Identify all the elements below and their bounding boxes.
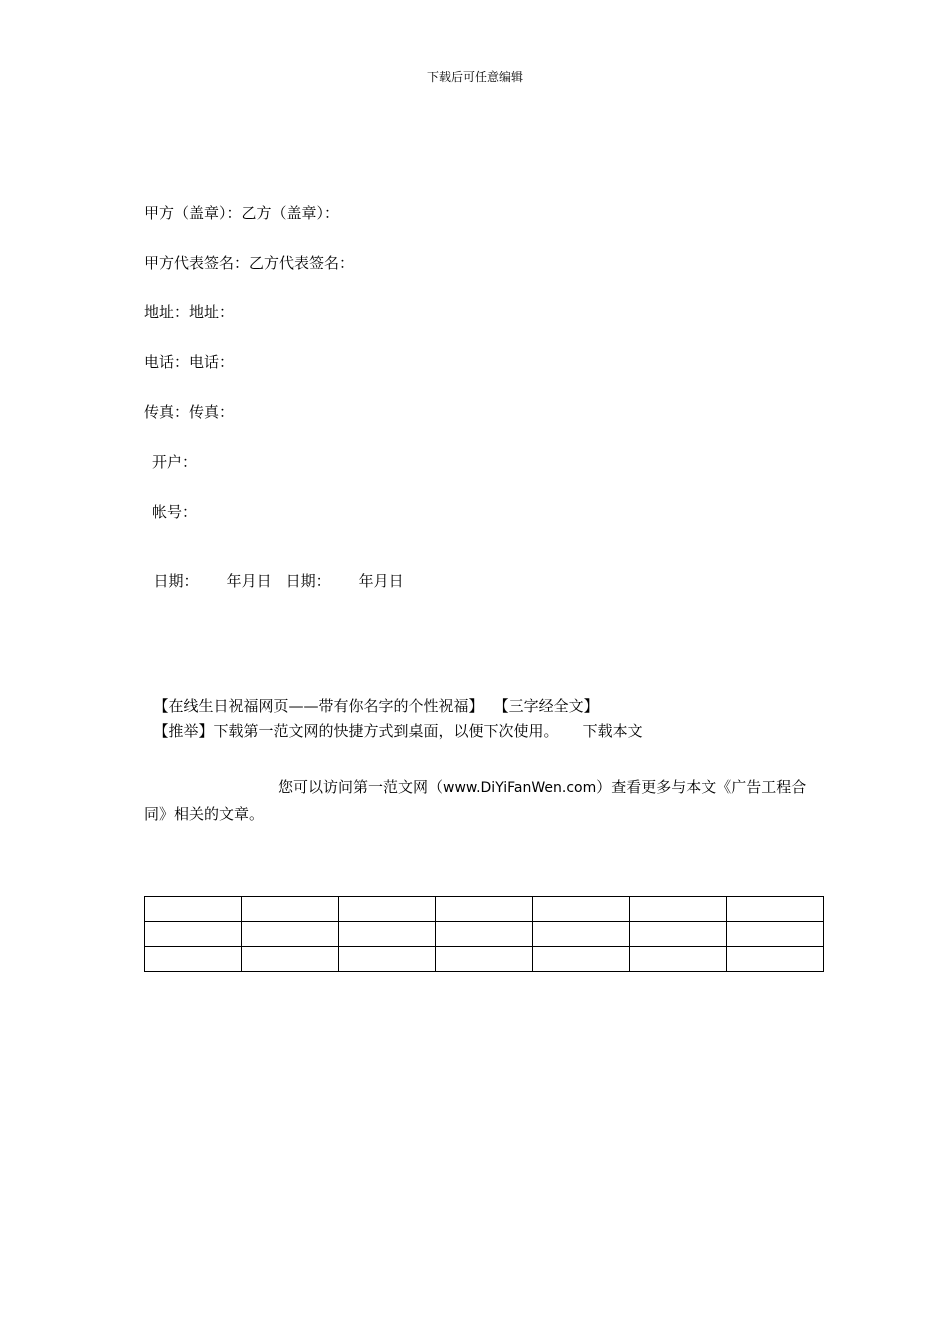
representative-sign-line: 甲方代表签名：乙方代表签名：	[144, 254, 355, 272]
fax-line: 传真：传真：	[144, 403, 235, 421]
table-cell	[630, 897, 727, 922]
table-cell	[533, 922, 630, 947]
address-line: 地址：地址：	[144, 303, 235, 321]
table-cell	[533, 897, 630, 922]
table-cell	[145, 947, 242, 972]
table-cell	[242, 897, 339, 922]
date-b-value: 年月日	[358, 572, 404, 590]
table-cell	[436, 897, 533, 922]
table-cell	[533, 947, 630, 972]
date-a-label: 日期：	[153, 572, 199, 590]
phone-line: 电话：电话：	[144, 353, 235, 371]
date-a-value: 年月日	[226, 572, 272, 590]
table-cell	[727, 947, 824, 972]
table-cell	[630, 922, 727, 947]
date-line	[144, 551, 404, 591]
table-cell	[727, 897, 824, 922]
table-cell	[339, 897, 436, 922]
visit-suffix: ）查看更多与本文《广告工程合同》相关的文章。	[144, 778, 807, 823]
table-cell	[727, 922, 824, 947]
table-cell	[630, 947, 727, 972]
grid-body	[145, 897, 824, 972]
table-row	[145, 922, 824, 947]
table-row	[145, 897, 824, 922]
table-cell	[436, 947, 533, 972]
recommend-text: 【推举】下载第一范文网的快捷方式到桌面，以便下次使用。	[153, 722, 559, 740]
table-cell	[339, 922, 436, 947]
site-url-link[interactable]: www.DiYiFanWen.com	[443, 780, 597, 796]
party-seal-line: 甲方（盖章）：乙方（盖章）：	[144, 204, 340, 222]
birthday-link[interactable]: 【在线生日祝福网页——带有你名字的个性祝福】	[153, 697, 484, 715]
empty-grid-table	[144, 896, 824, 972]
table-cell	[145, 897, 242, 922]
table-cell	[145, 922, 242, 947]
sanzijing-link[interactable]: 【三字经全文】	[493, 697, 599, 715]
table-cell	[242, 947, 339, 972]
table-cell	[436, 922, 533, 947]
table-cell	[339, 947, 436, 972]
visit-paragraph	[144, 774, 814, 827]
table-row	[145, 947, 824, 972]
table-cell	[242, 922, 339, 947]
recommend-line	[144, 701, 643, 741]
date-b-label: 日期：	[285, 572, 331, 590]
header-note: 下载后可任意编辑	[426, 70, 523, 84]
download-link[interactable]: 下载本文	[582, 722, 643, 740]
account-line: 帐号：	[152, 503, 198, 521]
visit-prefix: 您可以访问第一范文网（	[278, 778, 444, 796]
bank-line: 开户：	[152, 453, 198, 471]
